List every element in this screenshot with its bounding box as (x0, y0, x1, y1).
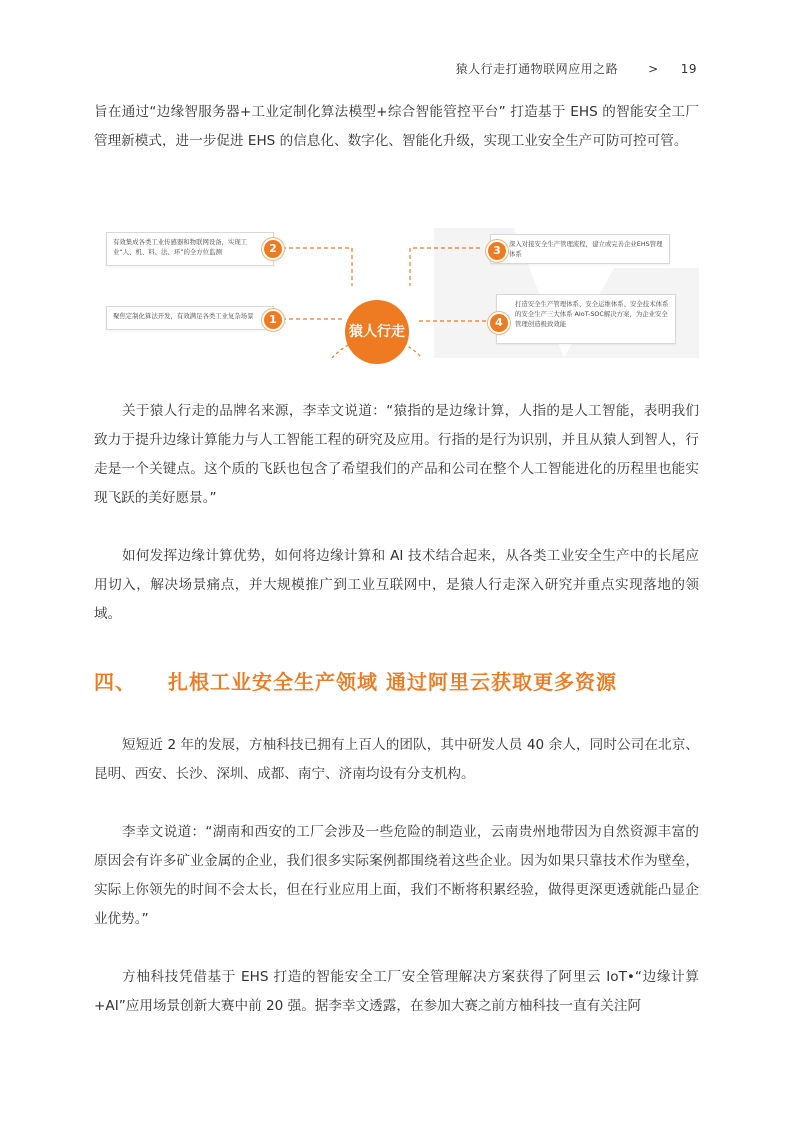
paragraph-team: 短短近 2 年的发展，方柚科技已拥有上百人的团队，其中研发人员 40 余人，同时公司在北京、昆明、西安、长沙、深圳、成都、南宁、济南均设有分支机构。 (94, 737, 699, 782)
diagram-hub: 猿人行走 (345, 300, 409, 364)
diagram-item-1-text: 聚焦定制化算法开发，有效满足各类工业复杂场景 (113, 312, 254, 320)
header-separator: > (648, 62, 659, 76)
diagram-item-3-number: 3 (486, 240, 508, 262)
diagram-item-3 (490, 234, 670, 264)
section-heading (94, 666, 617, 695)
connector-2 (282, 248, 352, 286)
page-number: 19 (680, 62, 697, 76)
paragraph-regions: 李幸文说道：“湖南和西安的工厂会涉及一些危险的制造业，云南贵州地带因为自然资源丰富的原因会有许多矿业金属的企业，我们很多实际案例都围绕着这些企业。因为如果只靠技术作为壁垒，实际上你领先的时间不会太长，但在行业应用上面，我们不断将积累经验，做得更深更透就能凸显企业优势。” (94, 824, 699, 927)
diagram-item-1 (106, 306, 274, 330)
diagram-item-4-text: 打造安全生产管理体系、安全运维体系、安全技术体系的安全生产三大体系 AIoT-SOC解决方案，为企业安全管理创造极致效能 (515, 300, 669, 328)
diagram-item-2-text: 有效集成各类工业传感器和物联网设备，实现工业“人、机、料、法、环”的全方位监测 (113, 238, 248, 256)
paragraph-competition: 方柚科技凭借基于 EHS 打造的智能安全工厂安全管理解决方案获得了阿里云 IoT•“边缘计算+AI”应用场景创新大赛中前 20 强。据李幸文透露，在参加大赛之前方柚科技一直有关注阿 (94, 969, 699, 1014)
paragraph-brand-origin: 关于猿人行走的品牌名来源，李幸文说道：“猿指的是边缘计算，人指的是人工智能，表明我们致力于提升边缘计算能力与人工智能工程的研究及应用。行指的是行为识别，并且从猿人到智人，行走是一个关键点。这个质的飞跃也包含了希望我们的产品和公司在整个人工智能进化的历程里也能实现飞跃的美好愿景。” (94, 403, 699, 506)
diagram-item-4-number: 4 (488, 312, 510, 334)
paragraph-edge-ai: 如何发挥边缘计算优势，如何将边缘计算和 AI 技术结合起来，从各类工业安全生产中的长尾应用切入，解决场景痛点，并大规模推广到工业互联网中，是猿人行走深入研究并重点实现落地的领域。 (94, 548, 699, 622)
diagram-item-1-number: 1 (262, 309, 284, 331)
section-number: 四、 (94, 670, 136, 694)
running-header (456, 60, 697, 77)
diagram-item-2 (106, 232, 274, 266)
diagram-item-4 (496, 294, 676, 344)
running-title: 猿人行走打通物联网应用之路 (455, 62, 619, 76)
section-title-text: 扎根工业安全生产领域 通过阿里云获取更多资源 (168, 670, 617, 694)
diagram-item-3-text: 深入对接安全生产管理流程，建立或完善企业EHS管理体系 (509, 240, 663, 258)
diagram-item-2-number: 2 (262, 238, 284, 260)
platform-diagram (94, 208, 699, 358)
paragraph-intro: 旨在通过“边缘智服务器+工业定制化算法模型+综合智能管控平台” 打造基于 EHS 的智能安全工厂管理新模式，进一步促进 EHS 的信息化、数字化、智能化升级，实现工业安全生产可防可控可管。 (94, 104, 699, 149)
